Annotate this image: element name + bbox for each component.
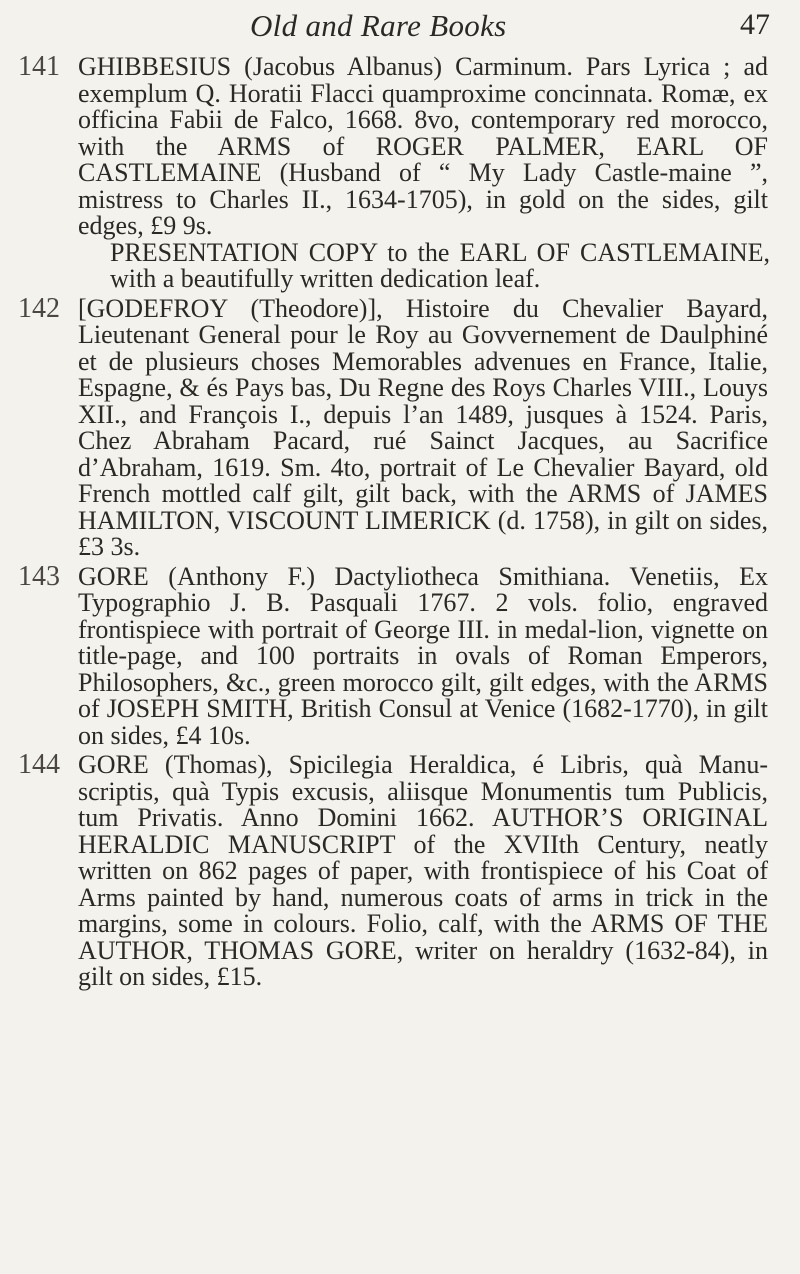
lot-number: 141: [18, 51, 60, 82]
lot-number: 143: [18, 560, 60, 592]
page-header: [0, 6, 800, 50]
running-title: Old and Rare Books: [250, 8, 507, 43]
catalogue-entry: [0, 51, 800, 293]
lot-number: 142: [18, 292, 60, 324]
catalogue-entry: [0, 749, 800, 991]
catalogue-entry: [0, 560, 800, 750]
catalogue-entry: [0, 292, 800, 561]
entry-description: GORE (Thomas), Spicilegia Heraldica, é Libris, quà Manu-scriptis, quà Typis excusis, aliisque Monumentis tum Publicis, tum Privatis. Anno Domini 1662. AUTHOR’S ORIGINAL HERALDIC MANUSCRIPT of the XVIIth Century, neatly written on 862 pages of paper, with frontispiece of his Coat of Arms painted by hand, numerous coats of arms in trick in the margins, some in colours. Folio, calf, with the ARMS OF THE AUTHOR, THOMAS GORE, writer on heraldry (1632-84), in gilt on sides, £15.: [78, 750, 768, 991]
page-number: 47: [740, 8, 770, 41]
entry-description: [GODEFROY (Theodore)], Histoire du Chevalier Bayard, Lieutenant General pour le Roy au Govvernement de Daulphiné et de plusieurs choses Memorables advenues en France, Italie, Espagne, & és Pays bas, Du Regne des Roys Charles VIII., Louys XII., and François I., depuis l’an 1489, jusques à 1524. Paris, Chez Abraham Pacard, rué Sainct Jacques, au Sacrifice d’Abraham, 1619. Sm. 4to, portrait of Le Chevalier Bayard, old French mottled calf gilt, gilt back, with the ARMS of JAMES HAMILTON, VISCOUNT LIMERICK (d. 1758), in gilt on sides, £3 3s.: [78, 293, 768, 561]
catalogue-entries: [0, 51, 800, 991]
entry-description: GHIBBESIUS (Jacobus Albanus) Carminum. Pars Lyrica ; ad exemplum Q. Horatii Flacci quamproxime concinnata. Romæ, ex officina Fabii de Falco, 1668. 8vo, contemporary red morocco, with the ARMS of ROGER PALMER, EARL OF CASTLEMAINE (Husband of “ My Lady Castle-maine ”, mistress to Charles II., 1634-1705), in gold on the sides, gilt edges, £9 9s.: [78, 52, 768, 240]
entry-note: PRESENTATION COPY to the EARL OF CASTLEMAINE, with a beautifully written dedication leaf.: [110, 237, 770, 293]
lot-number: 144: [18, 749, 60, 780]
entry-description: GORE (Anthony F.) Dactyliotheca Smithiana. Venetiis, Ex Typographio J. B. Pasquali 1767. 2 vols. folio, engraved frontispiece with portrait of George III. in medal-lion, vignette on title-page, and 100 portraits in ovals of Roman Emperors, Philosophers, &c., green morocco gilt, gilt edges, with the ARMS of JOSEPH SMITH, British Consul at Venice (1682-1770), in gilt on sides, £4 10s.: [78, 561, 768, 750]
